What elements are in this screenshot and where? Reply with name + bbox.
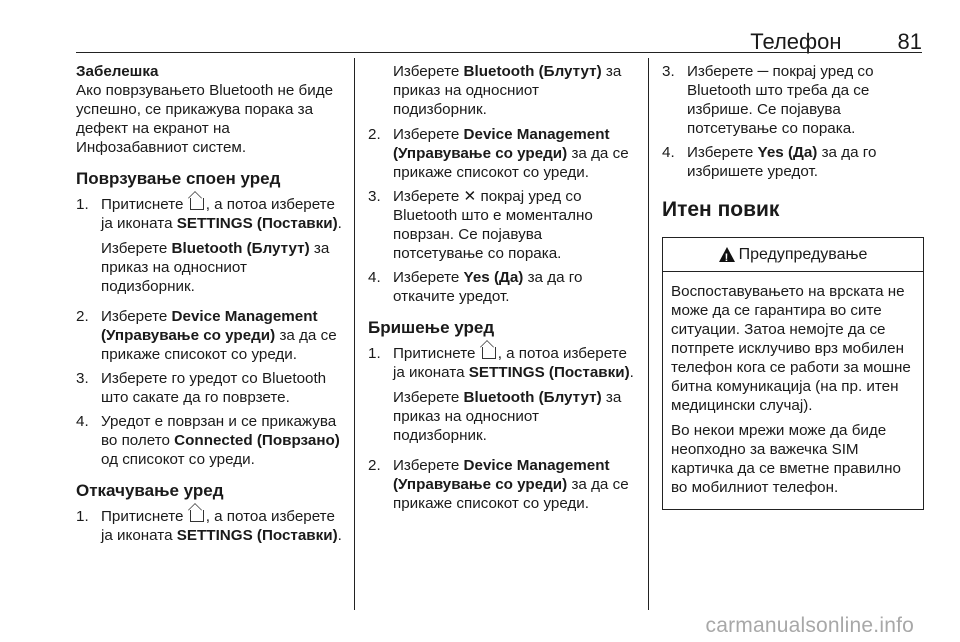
step: 1. Притиснете , а потоа изберете ја иконата SETTINGS (Поставки). Изберете Bluetooth (Блутут) за приказ на односниот подизборник. [368,345,634,444]
section-title-disconnect: Откачување уред [76,481,224,500]
section-title-connect: Поврзување споен уред [76,169,281,188]
step: 2. Изберете Device Management (Управување со уреди) за да се прикаже списокот со уреди. [368,457,629,512]
step: 4. Изберете Yes (Да) за да го избришете уредот. [662,144,877,180]
section-title-emergency: Итен повик [662,198,780,221]
close-icon: ✕ [463,188,477,205]
step: 1. Притиснете , а потоа изберете ја иконата SETTINGS (Поставки). [76,508,342,544]
column-divider-1 [354,58,355,610]
step: 4. Изберете Yes (Да) за да го откачите уредот. [368,269,583,305]
step: 1. Притиснете , а потоа изберете ја иконата SETTINGS (Поставки). Изберете Bluetooth (Блутут) за приказ на односниот подизборник. [76,196,342,295]
steps-disconnect [76,507,344,545]
steps-delete-cont [662,62,924,181]
warning-box [662,237,924,510]
note-text: Ако поврзувањето Bluetooth не биде успешно, се прикажува порака за дефект на екранот на Инфозабавниот систем. [76,82,334,156]
note-title: Забелешка [76,63,159,80]
page-title: Телефон [750,29,842,54]
step: 3. Изберете ✕ покрај уред со Bluetooth што е моментално поврзан. Се појавува потсетување со порака. [368,188,593,262]
step: 2. Изберете Device Management (Управување со уреди) за да се прикаже списокот со уреди. [368,126,629,181]
steps-disconnect-cont [368,125,636,306]
step: 2. Изберете Device Management (Управување со уреди) за да се прикаже списокот со уреди. [76,308,337,363]
section-title-delete: Бришење уред [368,318,495,337]
warning-body: Воспоставувањето на врската не може да се гарантира во сите ситуации. Затоа немојте да се потпрете исклучиво врз мобилен телефон кога се работи за мошне битна комуникација (на пр. итен медицински случај). Во некои мрежи може да биде неопходно за важечка SIM картичка да се вметне правилно во мобилниот телефон. [671,283,911,496]
warning-icon [719,247,735,262]
column-divider-2 [648,58,649,610]
steps-delete [368,344,636,513]
step: 3. Изберете ─ покрај уред со Bluetooth што треба да се избрише. Се појавува потсетување со порака. [662,63,874,137]
warning-title: Предупредување [738,246,868,263]
step: 3. Изберете го уредот со Bluetooth што сакате да го поврзете. [76,370,327,406]
step-continuation: Изберете Bluetooth (Блутут) за приказ на односниот подизборник. [393,63,622,118]
column-1 [76,62,344,550]
minus-icon: ─ [757,63,769,80]
step: 4. Уредот е поврзан и се прикажува во полето Connected (Поврзано) од списокот со уреди. [76,413,340,468]
home-icon [190,198,204,210]
page-header [750,22,922,62]
home-icon [482,347,496,359]
warning-header [663,238,923,272]
page-number: 81 [897,29,922,54]
steps-connect [76,195,344,469]
home-icon [190,510,204,522]
header-divider [76,52,922,53]
column-3 [662,62,924,510]
column-2 [368,62,636,518]
watermark: carmanualsonline.info [705,614,914,637]
